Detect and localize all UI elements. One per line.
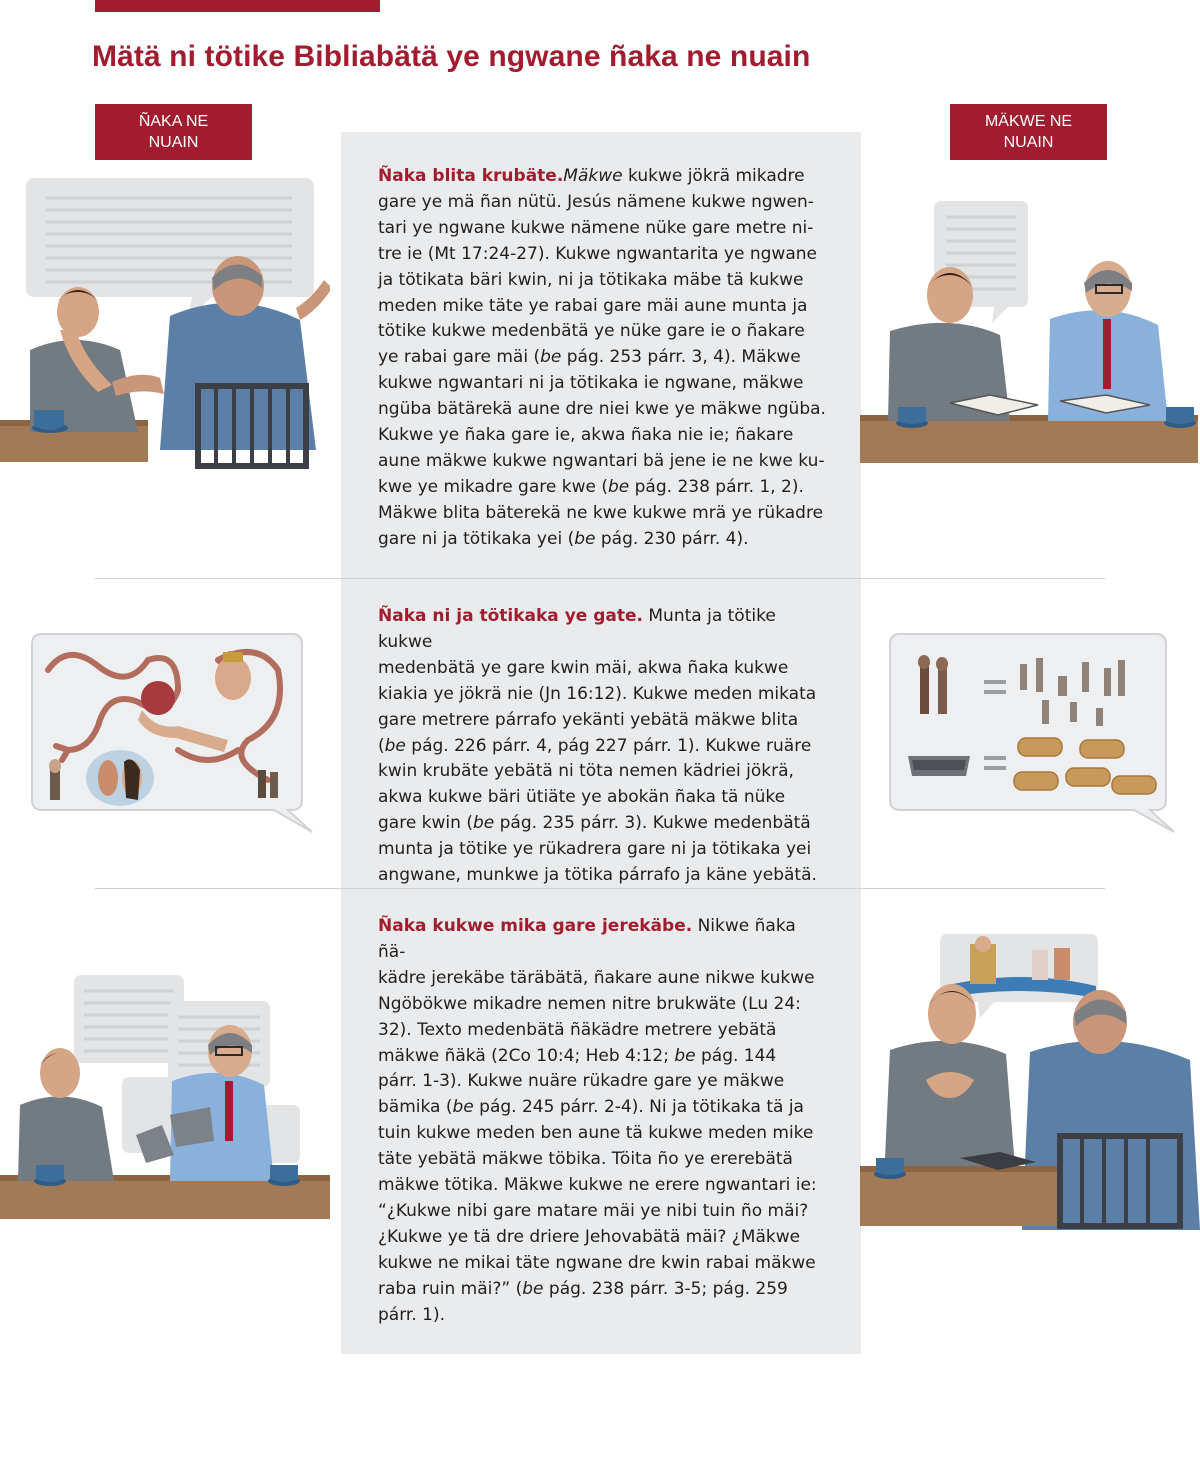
text-line: Ñaka ni ja tötikaka ye gate. Munta ja tötike kukwe [378, 606, 776, 652]
text-line: gare ni ja tötikaka yei (be pág. 230 párr. 4). [378, 528, 749, 549]
text-line: Ñaka kukwe mika gare jerekäbe. Nikwe ñaka ñä- [378, 916, 796, 962]
illustration-conversation-heartfelt [860, 930, 1200, 1230]
italic-reference: be [607, 476, 630, 497]
italic-reference: be [452, 1097, 474, 1118]
illustration-conversation-bored-listener [0, 170, 330, 470]
text-line: (be pág. 226 párr. 4, pág 227 párr. 1). Kukwe ruäre [378, 735, 812, 756]
lead-phrase: Ñaka blita krubäte. [378, 166, 564, 186]
text-line: tari ye ngwane kukwe nämene nüke gare metre ni- [378, 217, 814, 238]
text-line: Ngöbökwe mikadre nemen nitre brukwäte (Lu 24: [378, 993, 801, 1014]
text-line: ye rabai gare mäi (be pág. 253 párr. 3, 4). Mäkwe [378, 347, 801, 368]
top-accent-bar [95, 0, 380, 12]
text-line: mäkwe ñäkä (2Co 10:4; Heb 4:12; be pág. 144 [378, 1045, 777, 1066]
text-line: munta ja tötike ye rükadrera gare ni ja tötikaka yei [378, 839, 812, 860]
text-line: gare metrere párrafo yekänti yebätä mäkwe blita [378, 709, 799, 730]
section-1-text [378, 164, 828, 553]
italic-reference: be [472, 813, 495, 834]
text-line: raba ruin mäi?” (be pág. 238 párr. 3-5; pág. 259 [378, 1278, 788, 1299]
text-line: ¿Kukwe ye tä dre driere Jehovabätä mäi? ¿Mäkwe [378, 1226, 801, 1247]
italic-reference: be [522, 1278, 544, 1299]
text-line: aune mäkwe kukwe ngwantari bä jene ie ne kwe ku- [378, 450, 825, 471]
italic-reference: be [384, 735, 406, 756]
italic-reference: be [574, 528, 596, 549]
label-do: MÄKWE NE NUAIN [950, 104, 1107, 160]
text-line: ja tötikata bäri kwin, ni ja tötikaka mäbe tä kukwe [378, 269, 804, 290]
text-line: tre ie (Mt 17:24-27). Kukwe ngwantarita ye ngwane [378, 243, 817, 264]
text-line: ngüba bätärekä aune dre niei kwe ye mäkwe ngüba. [378, 399, 826, 420]
text-line: kwin krubäte yebätä ni töta nemen kädriei jökrä, [378, 761, 794, 782]
text-line: gare kwin (be pág. 235 párr. 3). Kukwe medenbätä [378, 813, 811, 834]
text-line: medenbätä ye gare kwin mäi, akwa ñaka kukwe [378, 657, 789, 678]
lead-phrase: Ñaka ni ja tötikaka ye gate. [378, 606, 643, 626]
lead-phrase: Ñaka kukwe mika gare jerekäbe. [378, 916, 693, 936]
section-2-text [378, 604, 828, 889]
text-line: gare ye mä ñan nütü. Jesús nämene kukwe ngwen- [378, 191, 814, 212]
text-line: kukwe ne mikai täte ngwane dre kwin rabai mäkwe [378, 1252, 816, 1273]
text-line: párr. 1-3). Kukwe nuäre rükadre gare ye mäkwe [378, 1071, 785, 1092]
section-3-text [378, 914, 828, 1329]
text-line: tötike kukwe medenbätä ye nüke gare ie o ñakare [378, 321, 805, 342]
text-line: meden mike täte ye rabai gare mäi aune munta ja [378, 295, 808, 316]
italic-reference: Mäkwe [563, 166, 623, 186]
text-line: akwa kukwe bäri ütiäte ye abokän ñaka tä nüke [378, 787, 786, 808]
illustration-bible-history-bubble [28, 630, 318, 835]
page-title: Mätä ni tötike Bibliabätä ye ngwane ñaka ne nuain [92, 40, 811, 73]
illustration-conversation-flood-of-speech [0, 975, 330, 1235]
text-line: Mäkwe blita bäterekä ne kwe kukwe mrä ye rükadre [378, 502, 824, 523]
text-line: Ñaka blita krubäte.Mäkwe kukwe jökrä mikadre [378, 166, 805, 186]
illustration-comparison-bubble [886, 630, 1178, 835]
text-line: angwane, munkwe ja tötika párrafo ja käne yebätä. [378, 865, 817, 886]
text-line: 32). Texto medenbätä ñäkädre metrere yebätä [378, 1019, 777, 1040]
text-line: “¿Kukwe nibi gare matare mäi ye nibi tuin ño mäi? [378, 1200, 809, 1221]
text-line: tuin kukwe meden ben aune tä kukwe meden mike [378, 1123, 814, 1144]
text-line: kiakia ye jökrä nie (Jn 16:12). Kukwe meden mikata [378, 683, 817, 704]
label-dont-do: ÑAKA NE NUAIN [95, 104, 252, 160]
text-line: mäkwe tötika. Mäkwe kukwe ne erere ngwantari ie: [378, 1175, 817, 1196]
text-line: kukwe ngwantari ni ja tötikaka ie ngwane, mäkwe [378, 373, 804, 394]
text-line: kädre jerekäbe täräbätä, ñakare aune nikwe kukwe [378, 967, 815, 988]
italic-reference: be [540, 347, 562, 368]
italic-reference: be [674, 1045, 696, 1066]
text-line: täte yebätä mäkwe töbika. Töita ño ye ererebätä [378, 1149, 793, 1170]
illustration-conversation-engaged-listener [860, 195, 1200, 465]
section-divider [95, 578, 1105, 579]
text-line: kwe ye mikadre gare kwe (be pág. 238 párr. 1, 2). [378, 476, 804, 497]
text-line: bämika (be pág. 245 párr. 2-4). Ni ja tötikaka tä ja [378, 1097, 804, 1118]
text-line: párr. 1). [378, 1304, 445, 1325]
text-line: Kukwe ye ñaka gare ie, akwa ñaka nie ie; ñakare [378, 425, 794, 446]
